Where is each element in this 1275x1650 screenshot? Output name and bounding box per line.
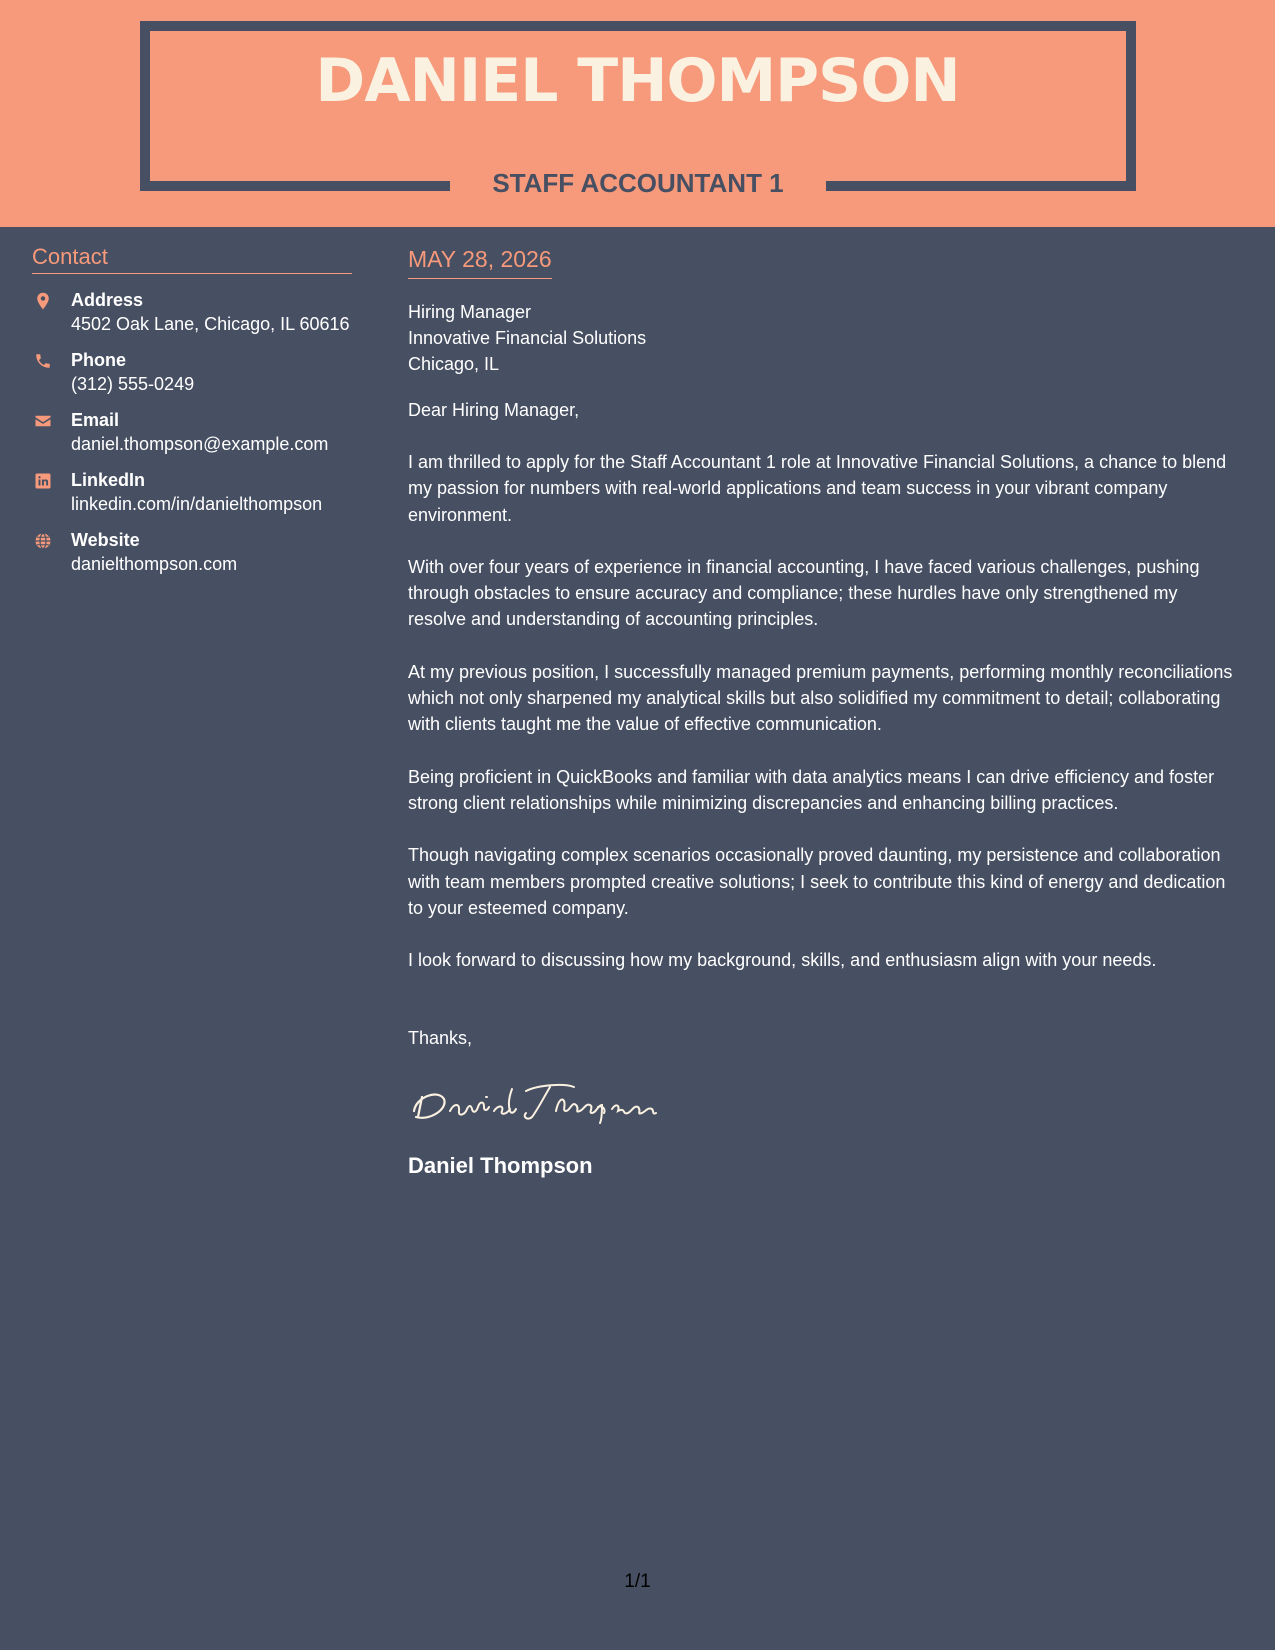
paragraph: I look forward to discussing how my background, skills, and enthusiasm align with your needs. — [408, 950, 1157, 971]
salutation: Dear Hiring Manager, — [408, 400, 580, 420]
recipient-line: Chicago, IL — [408, 354, 500, 374]
paragraph: I am thrilled to apply for the Staff Accountant 1 role at Innovative Financial Solutions, a chance to blend my passion for numbers with real-world applications and team success in your vibrant company environment. — [408, 452, 1227, 525]
letter-date: MAY 28, 2026 — [408, 244, 552, 279]
contact-value: danielthompson.com — [71, 554, 238, 574]
contact-linkedin — [32, 468, 352, 516]
contact-address — [32, 288, 352, 336]
contact-label: Address — [71, 290, 144, 310]
signer-name: Daniel Thompson — [408, 1153, 593, 1179]
header-banner — [0, 0, 1275, 227]
contact-value: 4502 Oak Lane, Chicago, IL 60616 — [71, 314, 350, 334]
contact-list — [32, 288, 352, 576]
paragraph: At my previous position, I successfully managed premium payments, performing monthly reconciliations which not only sharpened my analytical skills but also solidified my commitment to detail; collaborating with clients taught me the value of effective communication. — [408, 661, 1233, 735]
map-pin-icon — [34, 292, 52, 310]
page-number: 1/1 — [624, 1571, 651, 1592]
contact-label: LinkedIn — [71, 470, 146, 490]
contact-value: daniel.thompson@example.com — [71, 434, 329, 454]
job-title: STAFF ACCOUNTANT 1 — [492, 168, 784, 198]
paragraph: With over four years of experience in financial accounting, I have faced various challenges, pushing through obstacles to ensure accuracy and compliance; these hurdles have only strengthened my resolve and understanding of accounting principles. — [408, 556, 1200, 630]
paragraph: Though navigating complex scenarios occasionally proved daunting, my persistence and collaboration with team members prompted creative solutions; I seek to contribute this kind of energy and dedication to your esteemed company. — [408, 845, 1226, 918]
closing: Thanks, — [408, 1028, 473, 1049]
recipient-line: Innovative Financial Solutions — [408, 328, 647, 348]
letter-body — [408, 244, 1238, 1181]
recipient-line: Hiring Manager — [408, 302, 532, 322]
contact-label: Website — [71, 530, 140, 550]
paragraph: Being proficient in QuickBooks and familiar with data analytics means I can drive efficiency and foster strong client relationships while minimizing discrepancies and enhancing billing practices. — [408, 766, 1215, 813]
contact-label: Email — [71, 410, 120, 430]
recipient-block — [408, 299, 1238, 377]
contact-label: Phone — [71, 350, 127, 370]
contact-value: linkedin.com/in/danielthompson — [71, 494, 323, 514]
linkedin-icon — [34, 472, 52, 490]
contact-website — [32, 528, 352, 576]
envelope-icon — [34, 412, 52, 430]
contact-email — [32, 408, 352, 456]
contact-phone — [32, 348, 352, 396]
contact-heading: Contact — [32, 243, 352, 274]
contact-sidebar — [32, 243, 352, 588]
handwritten-signature — [408, 1077, 668, 1129]
candidate-name: DANIEL THOMPSON — [315, 46, 960, 116]
globe-icon — [34, 532, 52, 550]
contact-value: (312) 555-0249 — [71, 374, 195, 394]
phone-icon — [34, 352, 52, 370]
